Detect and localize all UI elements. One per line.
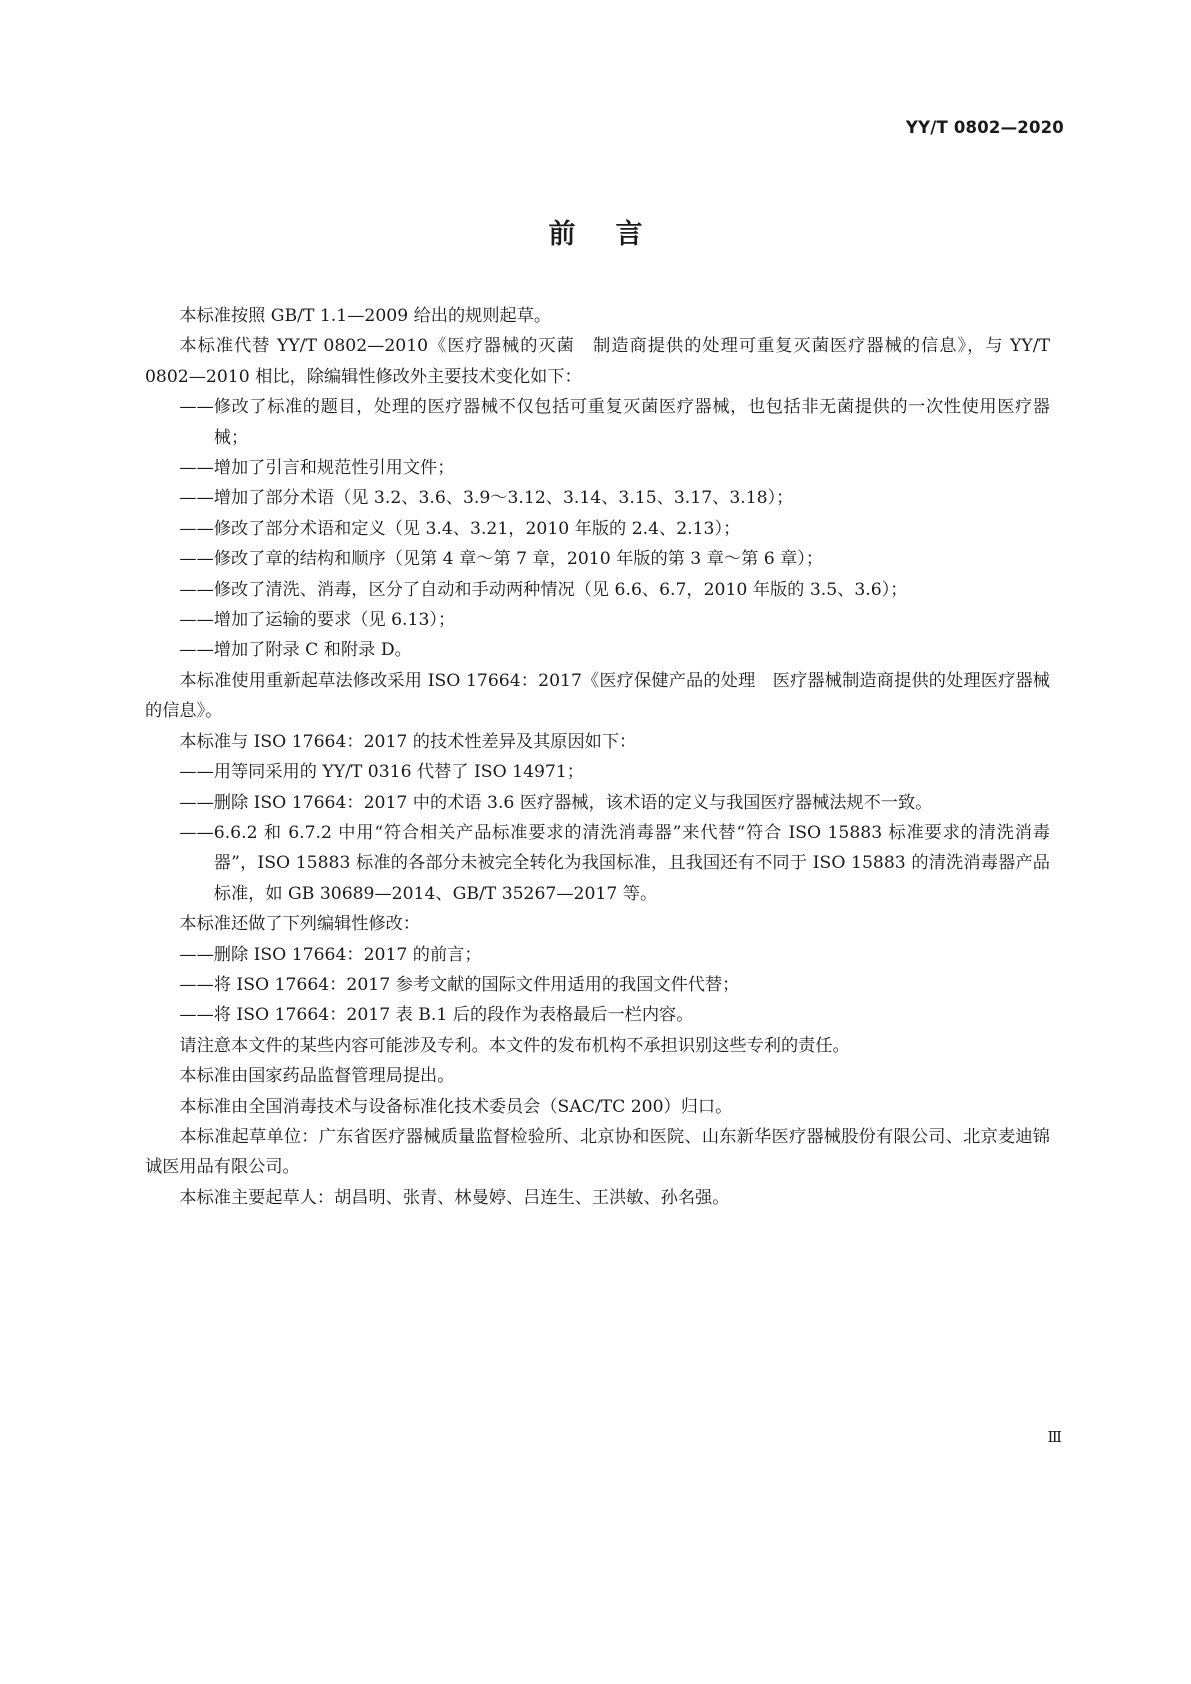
- list-item: [145, 970, 1050, 1000]
- list-item-dash: ——: [179, 579, 214, 600]
- list-item-text: 用等同采用的 YY/T 0316 代替了 ISO 14971；: [213, 762, 584, 783]
- list-item-text: 6.6.2 和 6.7.2 中用“符合相关产品标准要求的清洗消毒器”来代替“符合 ISO 15883 标准要求的清洗消毒器”，ISO 15883 标准的各部分未被完全转化为我国标准，且我国还有不同于 ISO 15883 的清洗消毒器产品标准，如 GB 30689—2014、GB/T 35267—2017 等。: [213, 822, 1050, 904]
- list-item-text: 将 ISO 17664：2017 参考文献的国际文件用适用的我国文件代替；: [213, 974, 740, 995]
- list-item-text: 将 ISO 17664：2017 表 B.1 后的段作为表格最后一栏内容。: [213, 1005, 694, 1026]
- paragraph: 本标准与 ISO 17664：2017 的技术性差异及其原因如下：: [179, 731, 637, 752]
- list-item-dash: ——: [179, 458, 214, 479]
- foreword-body: [145, 301, 1050, 1213]
- list-item-dash: ——: [179, 549, 214, 570]
- paragraph: 本标准由全国消毒技术与设备标准化技术委员会（SAC/TC 200）归口。: [179, 1096, 733, 1117]
- paragraph: 请注意本文件的某些内容可能涉及专利。本文件的发布机构不承担识别这些专利的责任。: [179, 1035, 850, 1056]
- list-item: [145, 635, 1050, 665]
- list-item-dash: ——: [179, 610, 214, 631]
- list-item-text: 修改了清洗、消毒，区分了自动和手动两种情况（见 6.6、6.7，2010 年版的 3.5、3.6）；: [213, 579, 908, 600]
- list-item-text: 修改了部分术语和定义（见 3.4、3.21，2010 年版的 2.4、2.13）；: [213, 518, 741, 539]
- list-item: [145, 544, 1050, 574]
- paragraph: 本标准还做了下列编辑性修改：: [179, 914, 421, 935]
- list-item: [145, 605, 1050, 635]
- list-item: [145, 453, 1050, 483]
- list-item-text: 增加了运输的要求（见 6.13）；: [213, 610, 456, 631]
- list-item: [145, 818, 1050, 909]
- list-item-text: 增加了附录 C 和附录 D。: [213, 640, 412, 661]
- page-number: Ⅲ: [1047, 1428, 1062, 1446]
- list-item-text: 修改了章的结构和顺序（见第 4 章～第 7 章，2010 年版的第 3 章～第 6 章）；: [213, 549, 824, 570]
- paragraph: 本标准由国家药品监督管理局提出。: [179, 1066, 455, 1087]
- list-item-dash: ——: [179, 397, 214, 418]
- list-item-dash: ——: [179, 488, 214, 509]
- list-item-dash: ——: [179, 518, 214, 539]
- page-title: 前言: [548, 219, 683, 250]
- list-item-text: 修改了标准的题目，处理的医疗器械不仅包括可重复灭菌医疗器械，也包括非无菌提供的一次性使用医疗器械；: [213, 397, 1050, 448]
- list-item: [145, 1000, 1050, 1030]
- list-item-dash: ——: [179, 792, 214, 813]
- paragraph: 本标准使用重新起草法修改采用 ISO 17664：2017《医疗保健产品的处理 医疗器械制造商提供的处理医疗器械的信息》。: [145, 670, 1050, 722]
- list-item: [145, 514, 1050, 544]
- paragraph: 本标准代替 YY/T 0802—2010《医疗器械的灭菌 制造商提供的处理可重复灭菌医疗器械的信息》，与 YY/T 0802—2010 相比，除编辑性修改外主要技术变化如下：: [145, 336, 1050, 387]
- list-item-text: 删除 ISO 17664：2017 中的术语 3.6 医疗器械，该术语的定义与我国医疗器械法规不一致。: [213, 792, 933, 813]
- list-item: [145, 940, 1050, 970]
- standard-code: YY/T 0802—2020: [905, 118, 1064, 137]
- list-item: [145, 757, 1050, 787]
- list-item-dash: ——: [179, 1005, 214, 1026]
- paragraph: 本标准起草单位：广东省医疗器械质量监督检验所、北京协和医院、山东新华医疗器械股份有限公司、北京麦迪锦诚医用品有限公司。: [145, 1126, 1050, 1178]
- paragraph: 本标准主要起草人：胡昌明、张青、林曼婷、吕连生、王洪敏、孙名强。: [179, 1187, 730, 1208]
- list-item-text: 增加了引言和规范性引用文件；: [213, 458, 455, 479]
- list-item: [145, 575, 1050, 605]
- list-item-text: 增加了部分术语（见 3.2、3.6、3.9～3.12、3.14、3.15、3.17、3.18）；: [213, 488, 794, 509]
- list-item-dash: ——: [179, 944, 214, 965]
- list-item-dash: ——: [179, 762, 214, 783]
- list-item-dash: ——: [179, 974, 214, 995]
- list-item-dash: ——: [179, 822, 214, 843]
- list-item-text: 删除 ISO 17664：2017 的前言；: [213, 944, 482, 965]
- paragraph: 本标准按照 GB/T 1.1—2009 给出的规则起草。: [179, 306, 552, 326]
- list-item-dash: ——: [179, 640, 214, 661]
- list-item: [145, 483, 1050, 513]
- list-item: [145, 788, 1050, 818]
- list-item: [145, 392, 1050, 453]
